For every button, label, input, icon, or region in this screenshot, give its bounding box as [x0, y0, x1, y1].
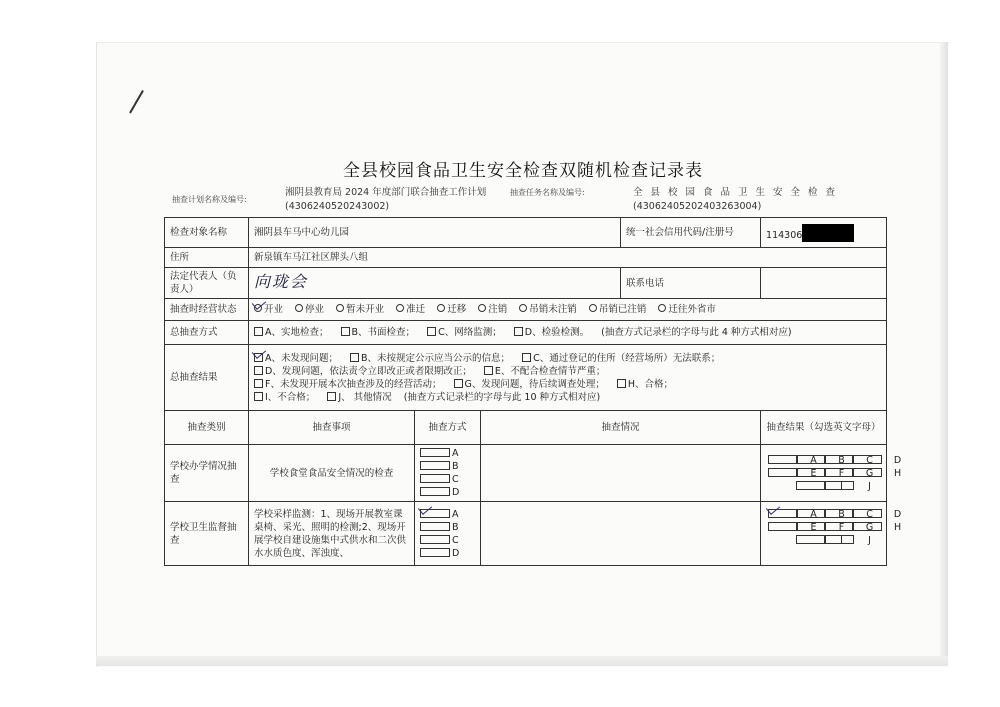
- task-label: 抽查任务名称及编号:: [510, 188, 585, 197]
- status-option: 吊销未注销: [519, 304, 577, 315]
- status-option: 迁移: [437, 304, 466, 315]
- row2-method-checkbox-checked[interactable]: [420, 509, 450, 518]
- row2-result-checkbox[interactable]: [852, 522, 882, 531]
- rep-label: 法定代表人（负责人）: [165, 268, 249, 299]
- header-item: 抽查事项: [249, 411, 415, 445]
- row1-item: 学校食堂食品安全情况的检查: [249, 445, 415, 502]
- row1-methods: AB CD: [415, 445, 481, 502]
- target-label: 检查对象名称: [165, 218, 249, 248]
- row2-method-checkbox[interactable]: [420, 522, 450, 531]
- result-checkbox[interactable]: [454, 379, 463, 388]
- header-category: 抽查类别: [165, 411, 249, 445]
- row-address: [165, 248, 887, 268]
- row2-result-checkbox[interactable]: [824, 522, 854, 531]
- row1-result-checkbox[interactable]: [824, 455, 854, 464]
- row-method: [165, 321, 887, 345]
- row1-result-checkbox[interactable]: [852, 468, 882, 477]
- row1-result-checkbox[interactable]: [824, 481, 854, 490]
- status-radio-checked[interactable]: [254, 304, 262, 312]
- row2-result-checkbox[interactable]: [796, 522, 826, 531]
- status-label: 抽查时经营状态: [165, 299, 249, 321]
- result-note: (抽查方式记录栏的字母与此 10 种方式相对应): [403, 391, 601, 403]
- row-representative: [165, 268, 887, 299]
- row2-result-checkbox[interactable]: [796, 509, 826, 518]
- detail-header-row: [165, 411, 887, 445]
- result-checkbox[interactable]: [350, 353, 359, 362]
- paper-edge-right: [940, 42, 948, 666]
- form-title: 全县校园食品卫生安全检查双随机检查记录表: [343, 161, 703, 181]
- plan-label: 抽查计划名称及编号:: [172, 195, 247, 204]
- result-checkbox[interactable]: [617, 379, 626, 388]
- status-radio[interactable]: [396, 304, 404, 312]
- row-result: [165, 345, 887, 411]
- row1-results: A B C D E F G H I J: [761, 445, 887, 502]
- status-option: 暂未开业: [336, 304, 384, 315]
- method-checkbox[interactable]: [427, 327, 436, 336]
- status-radio[interactable]: [658, 304, 666, 312]
- row2-method-checkbox[interactable]: [420, 535, 450, 544]
- row1-method-checkbox[interactable]: [420, 487, 450, 496]
- header-situation: 抽查情况: [481, 411, 761, 445]
- status-radio[interactable]: [336, 304, 344, 312]
- row1-result-checkbox[interactable]: [796, 468, 826, 477]
- row2-results: A B C D E F G H I J: [761, 502, 887, 566]
- status-option: 停业: [295, 304, 324, 315]
- row2-result-checkbox-checked[interactable]: [768, 509, 798, 518]
- status-option: 迁往外省市: [658, 304, 716, 315]
- rep-signature-cell: [249, 268, 621, 299]
- plan-value: 湘阴县教育局 2024 年度部门联合抽查工作计划 (4306240520243002): [285, 187, 487, 212]
- status-option: 准迁: [396, 304, 425, 315]
- row2-category: 学校卫生监督抽查: [165, 502, 249, 566]
- row-status: [165, 299, 887, 321]
- credit-label: 统一社会信用代码/注册号: [621, 218, 761, 248]
- redaction-block: [802, 224, 854, 242]
- row1-result-checkbox[interactable]: [796, 455, 826, 464]
- row1-method-checkbox[interactable]: [420, 448, 450, 457]
- status-radio[interactable]: [589, 304, 597, 312]
- row1-category: 学校办学情况抽查: [165, 445, 249, 502]
- credit-value-cell: [761, 218, 887, 248]
- result-checkbox[interactable]: [254, 392, 263, 401]
- rep-signature: 向珑会: [254, 272, 309, 291]
- row1-result-checkbox[interactable]: [824, 468, 854, 477]
- row2-method-checkbox[interactable]: [420, 548, 450, 557]
- result-label: 总抽查结果: [165, 345, 249, 411]
- header-result: 抽查结果（勾选英文字母）: [761, 411, 887, 445]
- status-radio[interactable]: [478, 304, 486, 312]
- status-radio[interactable]: [519, 304, 527, 312]
- target-value: 湘阴县车马中心幼儿园: [249, 218, 621, 248]
- result-checkbox[interactable]: [522, 353, 531, 362]
- result-options: A、未发现问题； B、未按规定公示应当公示的信息； C、通过登记的住所（经营场所）无法联系； D、发现问题，依法责令立即改正或者限期改正； E、不配合检查情节严重； F、未发现开展本次抽查涉及的经营活动； G、发现问题，待后续调查处理； H、合格； I、不合格； J、 其他情况 (抽查方式记录栏的字母与此 10 种方式相对应): [249, 345, 887, 411]
- method-options: A、实地检查； B、书面检查； C、网络监测； D、检验检测。 (抽查方式记录栏的字母与此 4 种方式相对应): [249, 321, 887, 345]
- address-value: 新泉镇车马江社区牌头八组: [249, 248, 887, 268]
- row-target: [165, 218, 887, 248]
- result-checkbox[interactable]: [484, 366, 493, 375]
- paper-edge-bottom: [96, 656, 948, 666]
- detail-row-1: [165, 445, 887, 502]
- row1-result-checkbox[interactable]: [796, 481, 826, 490]
- address-label: 住所: [165, 248, 249, 268]
- status-option: 注销: [478, 304, 507, 315]
- row2-result-checkbox[interactable]: [824, 509, 854, 518]
- task-value: 全县校园食品卫生安全检查 (43062405202403263004): [633, 187, 844, 212]
- result-checkbox-checked[interactable]: [254, 353, 263, 362]
- result-checkbox[interactable]: [327, 392, 336, 401]
- row2-item: 学校采样监测：1、现场开展教室课桌椅、采光、照明的检测;2、现场开展学校自建设施集中式供水和二次供水水质色度、浑浊度、: [249, 502, 415, 566]
- row2-methods: AB CD: [415, 502, 481, 566]
- status-radio[interactable]: [437, 304, 445, 312]
- method-note: (抽查方式记录栏的字母与此 4 种方式相对应): [601, 327, 792, 338]
- result-checkbox[interactable]: [254, 379, 263, 388]
- row1-situation: [481, 445, 761, 502]
- method-checkbox[interactable]: [254, 327, 263, 336]
- row2-result-checkbox[interactable]: [796, 535, 826, 544]
- row2-situation: [481, 502, 761, 566]
- row1-method-checkbox[interactable]: [420, 474, 450, 483]
- row2-result-checkbox[interactable]: [768, 522, 798, 531]
- method-label: 总抽查方式: [165, 321, 249, 345]
- status-radio[interactable]: [295, 304, 303, 312]
- row1-result-checkbox[interactable]: [852, 455, 882, 464]
- status-option: 开业: [254, 304, 283, 315]
- header-method: 抽查方式: [415, 411, 481, 445]
- inspection-form-table: [164, 217, 902, 566]
- credit-value: 114306: [766, 229, 803, 241]
- result-checkbox[interactable]: [254, 366, 263, 375]
- phone-value: [761, 268, 887, 299]
- row2-result-checkbox[interactable]: [824, 535, 854, 544]
- detail-row-2: [165, 502, 887, 566]
- row1-method-checkbox[interactable]: [420, 461, 450, 470]
- row2-result-checkbox[interactable]: [852, 509, 882, 518]
- status-options: [249, 299, 887, 321]
- method-checkbox[interactable]: [341, 327, 350, 336]
- row1-result-checkbox[interactable]: [768, 455, 798, 464]
- method-checkbox[interactable]: [514, 327, 523, 336]
- phone-label: 联系电话: [621, 268, 761, 299]
- status-option: 吊销已注销: [589, 304, 647, 315]
- row1-result-checkbox[interactable]: [768, 468, 798, 477]
